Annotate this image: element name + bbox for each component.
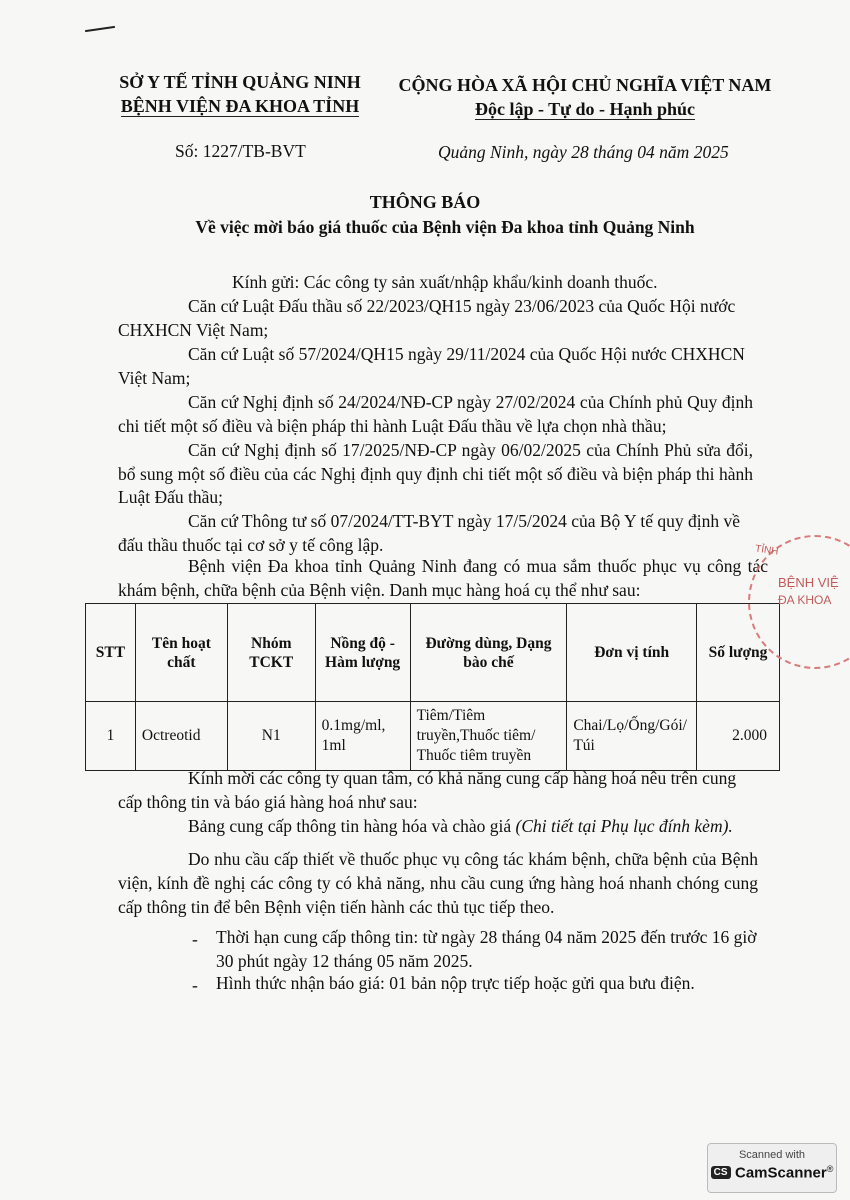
country-name: CỘNG HÒA XÃ HỘI CHỦ NGHĨA VIỆT NAM — [398, 75, 772, 95]
invitation-paragraph: Kính mời các công ty quan tâm, có khả năng cung cấp hàng hoá nêu trên cung cấp thông tin và báo giá hàng hoá như sau: — [118, 768, 737, 812]
quotation-line — [188, 815, 768, 839]
deadline-item: Thời hạn cung cấp thông tin: từ ngày 28 tháng 04 năm 2025 đến trước 16 giờ 30 phút ngày 12 tháng 05 năm 2025. — [216, 927, 757, 971]
camscanner-brand — [708, 1164, 836, 1182]
cell-group: N1 — [227, 702, 315, 771]
table-header-row — [86, 604, 780, 702]
camscanner-logo-icon: CS — [711, 1166, 731, 1179]
notice-title: THÔNG BÁO — [369, 192, 481, 212]
stamp-text-2: BỆNH VIỆ — [778, 575, 839, 590]
legal-basis-1: Căn cứ Luật Đấu thầu số 22/2023/QH15 ngày 23/06/2023 của Quốc Hội nước CHXHCN Việt Nam; — [118, 296, 736, 340]
quotation-note: (Chi tiết tại Phụ lục đính kèm). — [515, 816, 733, 836]
legal-basis-5: Căn cứ Thông tư số 07/2024/TT-BYT ngày 17/5/2024 của Bộ Y tế quy định về đấu thầu thuốc tại cơ sở y tế công lập. — [118, 511, 741, 555]
header-concentration: Nồng độ - Hàm lượng — [315, 604, 410, 702]
legal-basis-3: Căn cứ Nghị định số 24/2024/NĐ-CP ngày 27/02/2024 của Chính phủ Quy định chi tiết một số điều và biện pháp thi hành Luật Đấu thầu về lựa chọn nhà thầu; — [118, 392, 753, 436]
notice-subtitle: Về việc mời báo giá thuốc của Bệnh viện Đa khoa tỉnh Quảng Ninh — [195, 217, 695, 237]
scan-mark — [85, 26, 115, 32]
header-stt: STT — [86, 604, 136, 702]
cell-route-form: Tiêm/Tiêm truyền,Thuốc tiêm/ Thuốc tiêm truyền — [410, 702, 567, 771]
stamp-text-3: ĐA KHOA — [778, 593, 832, 607]
recipient-line: Kính gửi: Các công ty sản xuất/nhập khẩu/kinh doanh thuốc. — [232, 272, 658, 292]
cell-active-ingredient: Octreotid — [135, 702, 227, 771]
purchase-intro: Bệnh viện Đa khoa tỉnh Quảng Ninh đang có mua sắm thuốc phục vụ công tác khám bệnh, chữa bệnh của Bệnh viện. Danh mục hàng hoá cụ thể như sau: — [118, 556, 768, 600]
document-date: Quảng Ninh, ngày 28 tháng 04 năm 2025 — [438, 142, 729, 162]
header-group: Nhóm TCKT — [227, 604, 315, 702]
header-unit: Đơn vị tính — [567, 604, 697, 702]
bullet-mark-2: - — [192, 975, 198, 995]
camscanner-trademark: ® — [826, 1164, 834, 1174]
header-quantity: Số lượng — [697, 604, 780, 702]
header-route-form: Đường dùng, Dạng bào chế — [410, 604, 567, 702]
scanned-with-text: Scanned with — [738, 1149, 806, 1161]
request-paragraph: Do nhu cầu cấp thiết về thuốc phục vụ công tác khám bệnh, chữa bệnh của Bệnh viện, kính đề nghị các công ty có khả năng, nhu cầu cung ứng hàng hoá nhanh chóng cung cấp thông tin để bên Bệnh viện tiến hành các thủ tục tiếp theo. — [118, 849, 758, 917]
camscanner-badge — [707, 1143, 837, 1193]
document-number: Số: 1227/TB-BVT — [175, 141, 306, 161]
camscanner-brand-text: CamScanner — [735, 1164, 827, 1182]
table-row — [86, 702, 780, 771]
cell-concentration: 0.1mg/ml, 1ml — [315, 702, 410, 771]
ministry-name: SỞ Y TẾ TỈNH QUẢNG NINH — [119, 72, 361, 92]
hospital-name: BỆNH VIỆN ĐA KHOA TỈNH — [120, 96, 360, 116]
quotation-text: Bảng cung cấp thông tin hàng hóa và chào giá — [188, 816, 516, 836]
bullet-mark-1: - — [192, 929, 198, 949]
legal-basis-2: Căn cứ Luật số 57/2024/QH15 ngày 29/11/2024 của Quốc Hội nước CHXHCN Việt Nam; — [118, 344, 745, 388]
goods-table — [85, 603, 780, 771]
stamp-text-1: TỈNH — [754, 543, 779, 558]
cell-quantity: 2.000 — [697, 702, 780, 771]
cell-stt: 1 — [86, 702, 136, 771]
cell-unit: Chai/Lọ/Ống/Gói/ Túi — [567, 702, 697, 771]
submission-method-item: Hình thức nhận báo giá: 01 bản nộp trực tiếp hoặc gửi qua bưu điện. — [216, 973, 695, 993]
header-active-ingredient: Tên hoạt chất — [135, 604, 227, 702]
legal-basis-4: Căn cứ Nghị định số 17/2025/NĐ-CP ngày 06/02/2025 của Chính Phủ sửa đổi, bổ sung một số điều của các Nghị định quy định chi tiết một số điều và biện pháp thi hành Luật Đấu thầu; — [118, 440, 753, 507]
motto: Độc lập - Tự do - Hạnh phúc — [474, 99, 696, 119]
